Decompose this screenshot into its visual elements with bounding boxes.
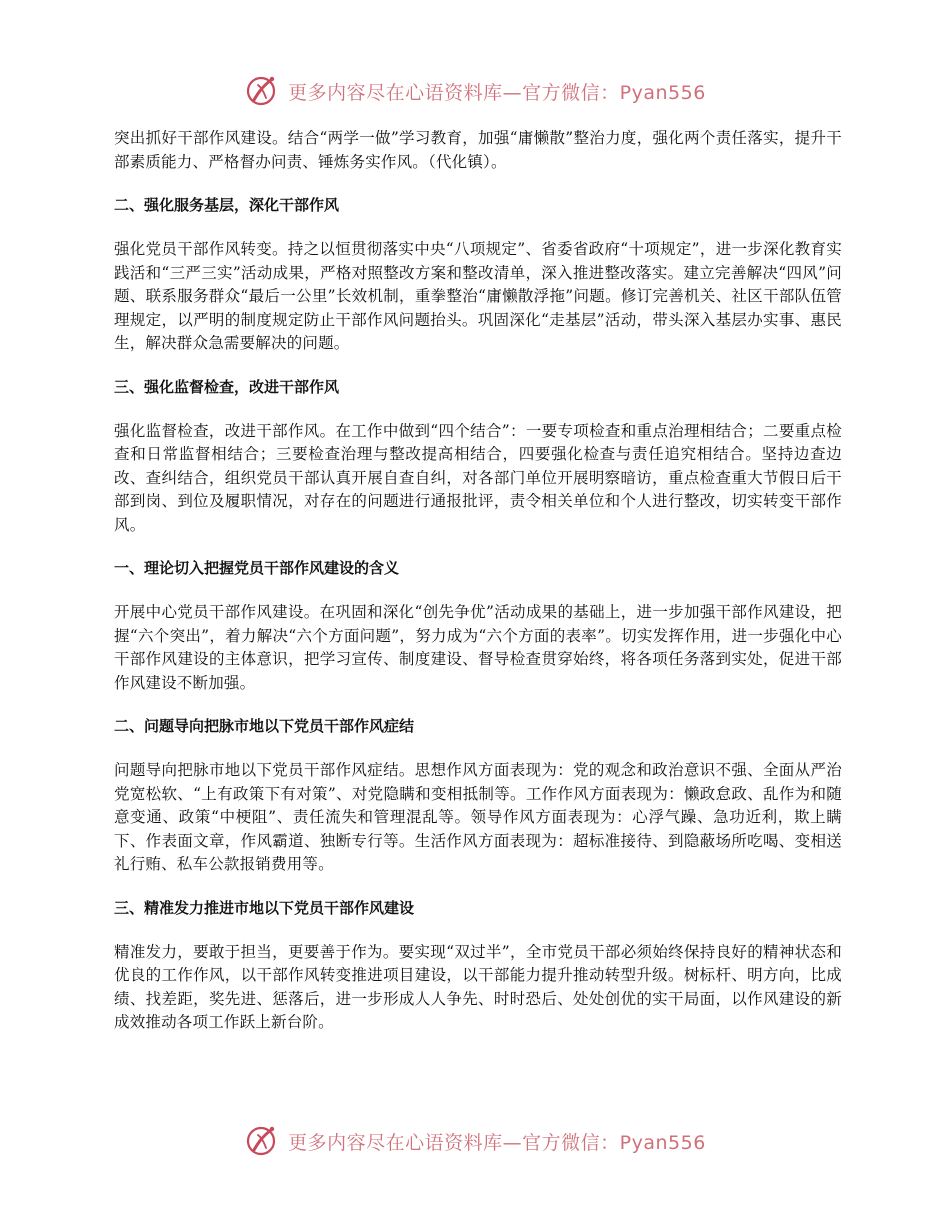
section-5-paragraph: 精准发力，要敢于担当，更要善于作为。要实现“双过半”，全市党员干部必须始终保持良好的精神状态和优良的工作作风，以干部作风转变推进项目建设，以干部能力提升推动转型升级。树标杆、明方向，比成绩、找差距，奖先进、惩落后，进一步形成人人争先、时时恐后、处处创优的实干局面，以作风建设的新成效推动各项工作跃上新台阶。 (114, 942, 842, 1031)
brand-logo-icon (244, 73, 280, 109)
header-banner-text: 更多内容尽在心语资料库—官方微信：Pyan556 (288, 81, 706, 104)
intro-paragraph: 突出抓好干部作风建设。结合“两学一做”学习教育，加强“庸懒散”整治力度，强化两个责任落实，提升干部素质能力、严格督办问责、锤炼务实作风。（代化镇）。 (114, 129, 842, 171)
header-banner (0, 66, 950, 116)
footer-banner-text: 更多内容尽在心语资料库—官方微信：Pyan556 (288, 1131, 706, 1154)
brand-logo-icon (244, 1123, 280, 1159)
section-3-paragraph: 开展中心党员干部作风建设。在巩固和深化“创先争优”活动成果的基础上，进一步加强干部作风建设，把握“六个突出”，着力解决“六个方面问题”，努力成为“六个方面的表率”。切实发挥作用，进一步强化中心干部作风建设的主体意识，把学习宣传、制度建设、督导检查贯穿始终，将各项任务落到实处，促进干部作风建设不断加强。 (114, 603, 842, 692)
section-4-heading: 二、问题导向把脉市地以下党员干部作风症结 (114, 717, 415, 735)
footer-banner (0, 1116, 950, 1166)
section-5-heading: 三、精准发力推进市地以下党员干部作风建设 (114, 898, 415, 917)
section-1-paragraph: 强化党员干部作风转变。持之以恒贯彻落实中央“八项规定”、省委省政府“十项规定”，进一步深化教育实践活和“三严三实”活动成果，严格对照整改方案和整改清单，深入推进整改落实。建立完善解决“四风”问题、联系服务群众“最后一公里”长效机制，重拳整治“庸懒散浮拖”问题。修订完善机关、社区干部队伍管理规定，以严明的制度规定防止干部作风问题抬头。巩固深化“走基层”活动，带头深入基层办实事、惠民生，解决群众急需要解决的问题。 (114, 240, 842, 352)
document-body (114, 127, 842, 1055)
section-4-paragraph: 问题导向把脉市地以下党员干部作风症结。思想作风方面表现为：党的观念和政治意识不强、全面从严治党宽松软、“上有政策下有对策”、对党隐瞒和变相抵制等。工作作风方面表现为：懒政怠政、乱作为和随意变通、政策“中梗阻”、责任流失和管理混乱等。领导作风方面表现为：心浮气躁、急功近利，欺上瞒下、作表面文章，作风霸道、独断专行等。生活作风方面表现为：超标准接待、到隐蔽场所吃喝、变相送礼行贿、私车公款报销费用等。 (114, 761, 842, 873)
section-2-heading: 三、强化监督检查，改进干部作风 (114, 377, 340, 396)
section-1-heading: 二、强化服务基层，深化干部作风 (114, 196, 340, 214)
section-2-paragraph: 强化监督检查，改进干部作风。在工作中做到“四个结合”：一要专项检查和重点治理相结合；二要重点检查和日常监督相结合；三要检查治理与整改提高相结合，四要强化检查与责任追究相结合。坚持边查边改、查纠结合，组织党员干部认真开展自查自纠，对各部门单位开展明察暗访，重点检查重大节假日后干部到岗、到位及履职情况，对存在的问题进行通报批评，责令相关单位和个人进行整改，切实转变干部作风。 (114, 421, 842, 534)
section-3-heading: 一、理论切入把握党员干部作风建设的含义 (114, 559, 400, 577)
